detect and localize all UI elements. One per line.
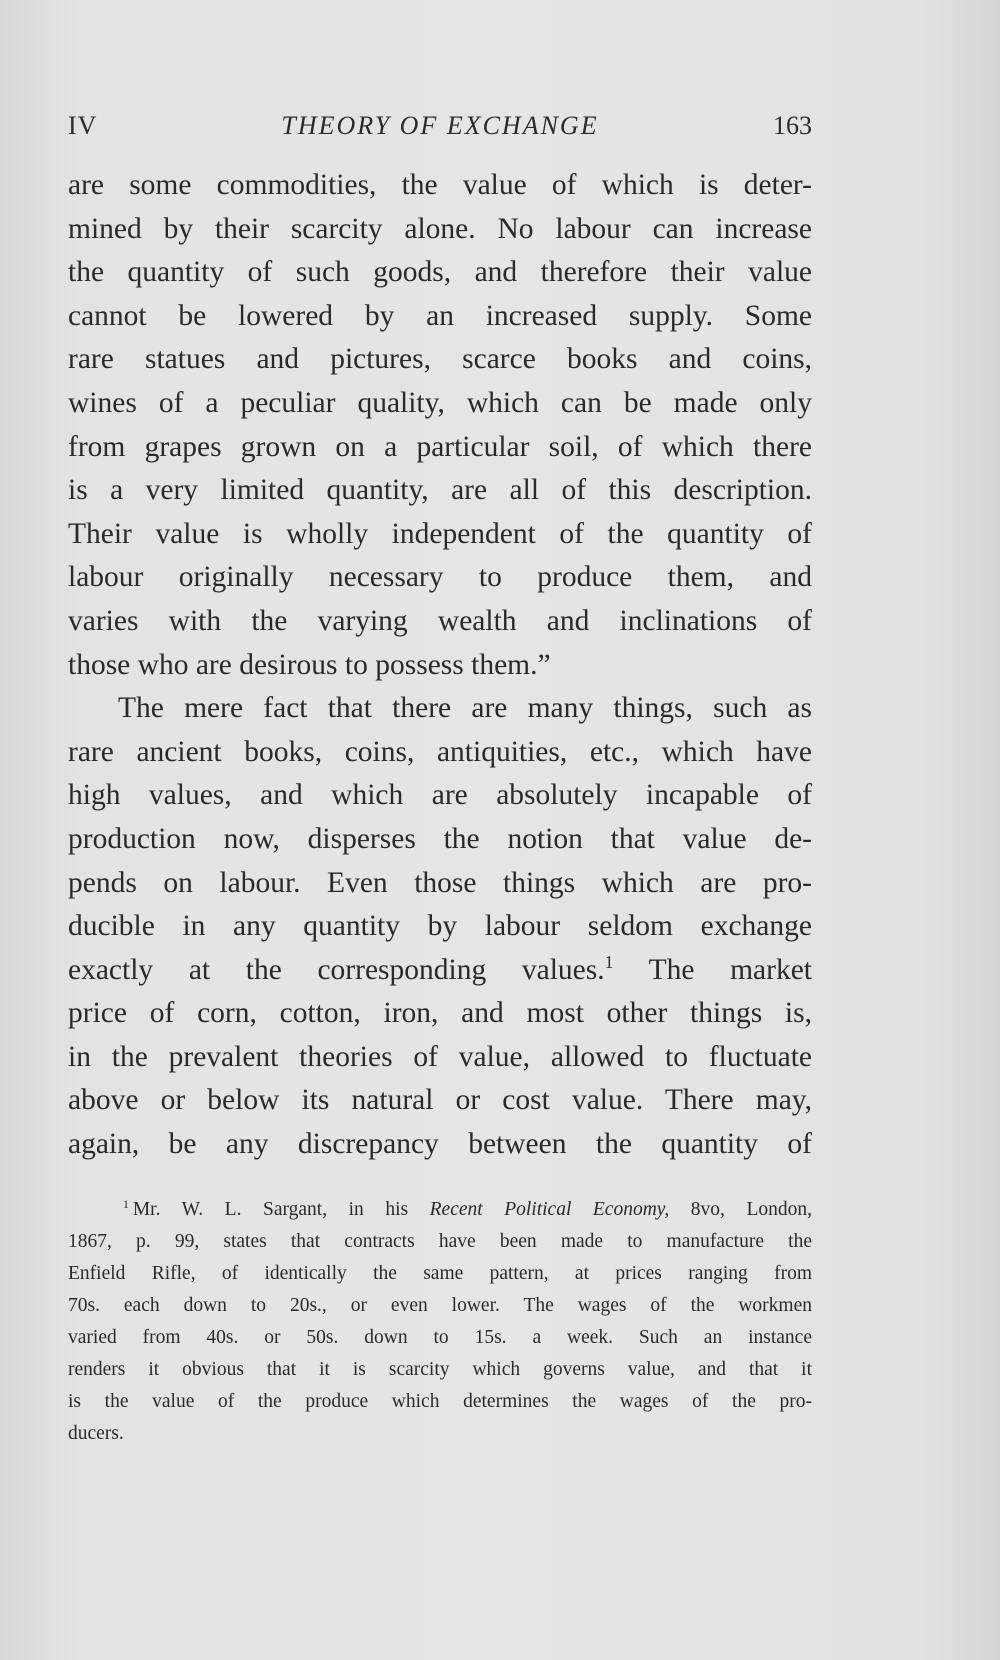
footnote-line: is the value of the produce which determines the wages of the pro- [68, 1391, 812, 1412]
text-segment: The market [613, 953, 812, 986]
footnote-line: ducers. [68, 1423, 124, 1444]
text-line: production now, disperses the notion that value de- [68, 822, 812, 855]
text-line: from grapes grown on a particular soil, of which there [68, 430, 812, 463]
footnote-reference: 1 [604, 951, 614, 972]
text-line: again, be any discrepancy between the quantity of [68, 1128, 812, 1161]
page-number: 163 [773, 111, 812, 140]
text-line: price of corn, cotton, iron, and most other things is, [68, 997, 812, 1030]
text-line: ducible in any quantity by labour seldom exchange [68, 910, 812, 943]
footnote-line: 70s. each down to 20s., or even lower. The wages of the workmen [68, 1295, 812, 1316]
text-line: rare ancient books, coins, antiquities, etc., which have [68, 735, 812, 768]
text-line: above or below its natural or cost value. There may, [68, 1084, 812, 1117]
text-line: those who are desirous to possess them.” [68, 648, 551, 681]
text-line: high values, and which are absolutely incapable of [68, 779, 812, 812]
text-line: rare statues and pictures, scarce books and coins, [68, 343, 812, 376]
text-line: pends on labour. Even those things which are pro- [68, 866, 812, 899]
running-head [68, 108, 812, 144]
footnote-line [68, 1194, 812, 1226]
chapter-number: IV [68, 111, 98, 140]
running-title: THEORY OF EXCHANGE [281, 111, 599, 140]
text-line: the quantity of such goods, and therefore their value [68, 256, 812, 289]
text-line: wines of a peculiar quality, which can be made only [68, 386, 812, 419]
body-text [68, 164, 812, 1167]
text-line: are some commodities, the value of which is deter- [68, 169, 812, 201]
text-segment: Mr. W. L. Sargant, in his [132, 1199, 430, 1220]
text-line: labour originally necessary to produce them, and [68, 561, 812, 594]
footnote [68, 1194, 812, 1450]
cited-title: Recent Political Economy, [429, 1199, 670, 1220]
text-segment: 8vo, London, [669, 1199, 812, 1220]
footnote-line: varied from 40s. or 50s. down to 15s. a week. Such an instance [68, 1327, 812, 1348]
footnote-mark: 1 [123, 1197, 129, 1211]
text-line [68, 949, 812, 993]
text-line: in the prevalent theories of value, allowed to fluctuate [68, 1040, 812, 1073]
footnote-line: 1867, p. 99, states that contracts have been made to manufacture the [68, 1231, 812, 1252]
text-segment: exactly at the corresponding values. [68, 953, 605, 986]
text-line: Their value is wholly independent of the quantity of [68, 517, 812, 550]
footnote-line: renders it obvious that it is scarcity which governs value, and that it [68, 1359, 812, 1380]
text-line: is a very limited quantity, are all of this description. [68, 474, 812, 507]
text-line: cannot be lowered by an increased supply. Some [68, 299, 812, 332]
text-line: mined by their scarcity alone. No labour can increase [68, 212, 812, 245]
text-line: The mere fact that there are many things, such as [118, 692, 812, 725]
text-line: varies with the varying wealth and inclinations of [68, 604, 812, 637]
footnote-line: Enfield Rifle, of identically the same pattern, at prices ranging from [68, 1263, 812, 1284]
